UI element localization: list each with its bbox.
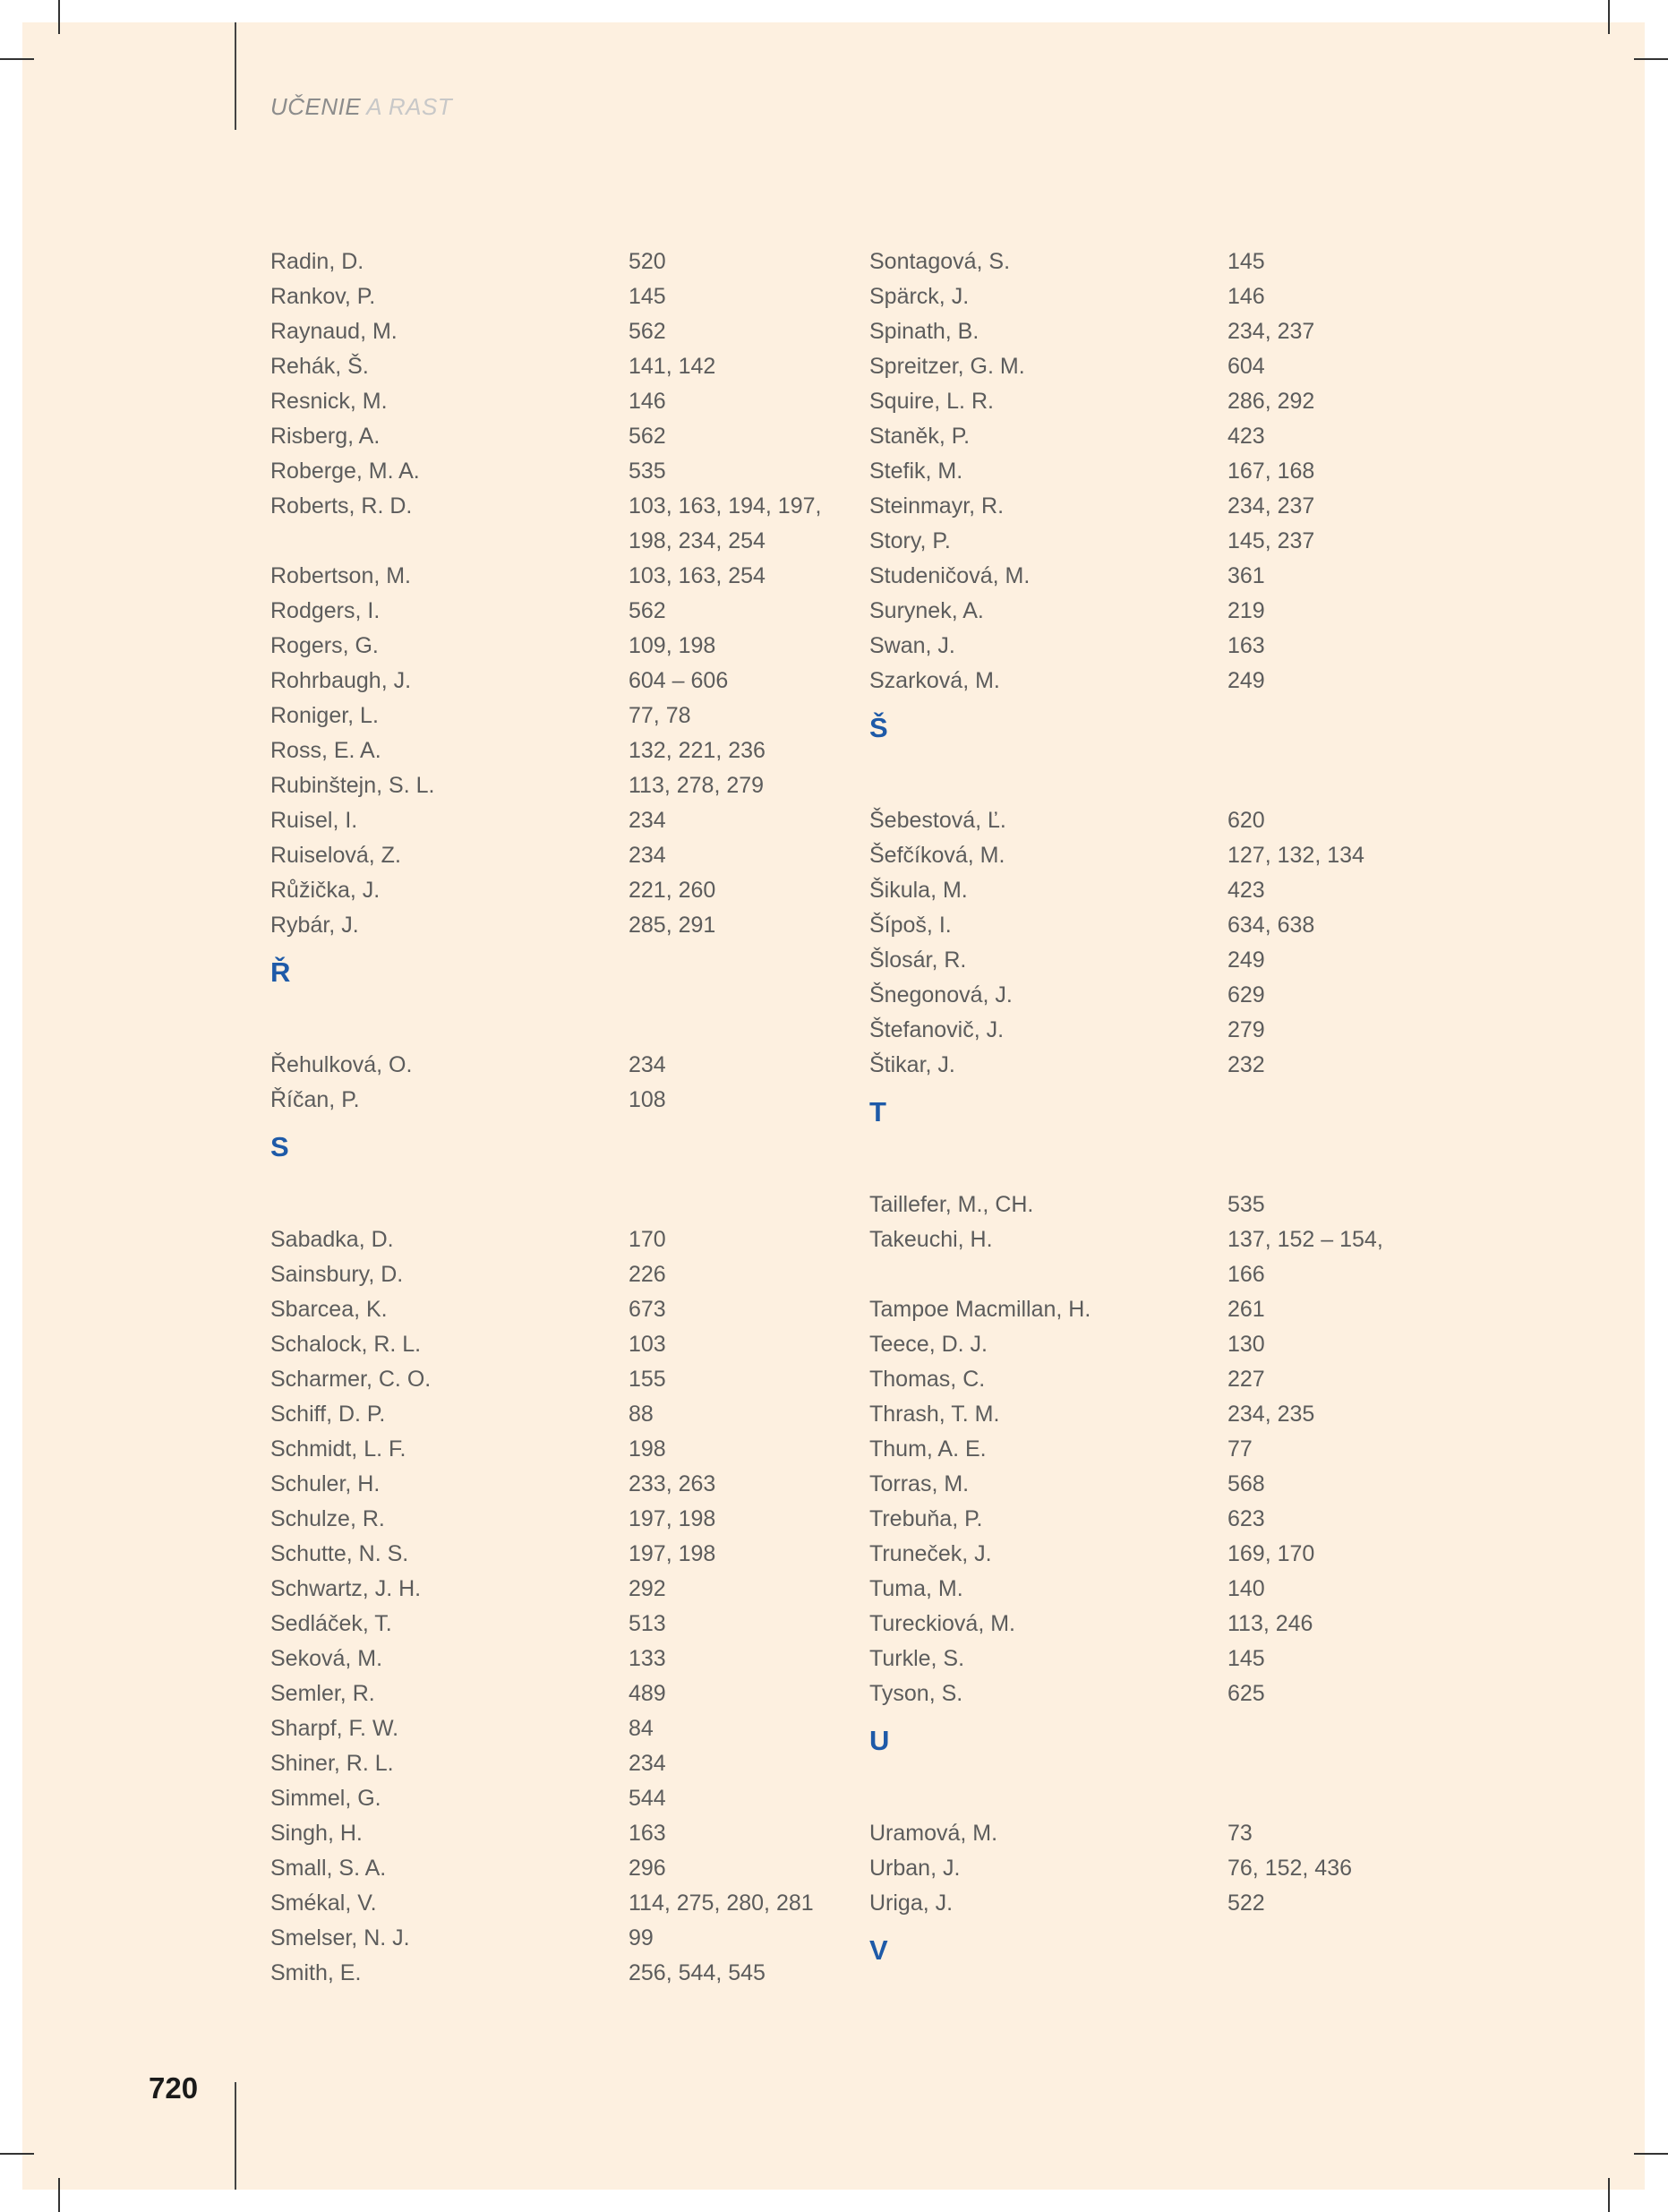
index-entry: [869, 1816, 1424, 1851]
entry-name: Takeuchi, H.: [869, 1227, 993, 1252]
entry-pages: 568: [1227, 1471, 1265, 1496]
entry-name: Rodgers, I.: [270, 598, 381, 623]
entry-pages: 520: [629, 249, 666, 274]
entry-name: Řehulková, O.: [270, 1052, 413, 1077]
crop-mark: [58, 2178, 60, 2212]
entry-name: Roniger, L.: [270, 703, 379, 728]
entry-pages: 84: [629, 1716, 654, 1741]
entry-name: Ruisel, I.: [270, 808, 358, 833]
index-entry: [869, 1292, 1424, 1327]
index-entry: [270, 1222, 825, 1257]
index-entry: [270, 1816, 825, 1851]
entry-name: Schulze, R.: [270, 1506, 385, 1531]
entry-name: Rehák, Š.: [270, 354, 369, 379]
index-entry: [869, 279, 1424, 314]
index-entry: [869, 1048, 1424, 1083]
index-entry: [270, 489, 825, 524]
crop-mark: [0, 2153, 34, 2155]
entry-pages: 535: [1227, 1192, 1265, 1217]
entry-name: Šebestová, Ľ.: [869, 808, 1006, 833]
entry-name: Steinmayr, R.: [869, 493, 1005, 519]
entry-name: Schalock, R. L.: [270, 1332, 422, 1357]
entry-name: Semler, R.: [270, 1681, 375, 1706]
entry-name: Robertson, M.: [270, 563, 412, 588]
index-entry: [869, 1362, 1424, 1397]
index-entry: [270, 419, 825, 454]
entry-pages: 234, 237: [1227, 319, 1315, 344]
index-entry: [270, 1676, 825, 1711]
entry-name: Thum, A. E.: [869, 1436, 987, 1462]
index-entry: [270, 733, 825, 768]
entry-name: Squire, L. R.: [869, 389, 994, 414]
entry-pages: 145: [1227, 249, 1265, 274]
entry-name: Tureckiová, M.: [869, 1611, 1016, 1636]
entry-pages: 145: [629, 284, 666, 309]
entry-pages: 77, 78: [629, 703, 691, 728]
entry-pages: 625: [1227, 1681, 1265, 1706]
crop-mark: [1634, 58, 1668, 60]
index-entry: [270, 699, 825, 733]
index-entry: [869, 1537, 1424, 1572]
entry-name: Staněk, P.: [869, 424, 971, 449]
entry-name: Šefčíková, M.: [869, 843, 1005, 868]
entry-pages: 226: [629, 1262, 666, 1287]
crop-mark: [1634, 2153, 1668, 2155]
index-column-right: [869, 244, 1424, 2026]
entry-pages: 544: [629, 1786, 666, 1811]
entry-name: Sainsbury, D.: [270, 1262, 404, 1287]
entry-name: Ross, E. A.: [270, 738, 381, 763]
index-entry: [270, 1502, 825, 1537]
index-entry: [270, 1607, 825, 1642]
entry-name: Taillefer, M., CH.: [869, 1192, 1034, 1217]
entry-pages: 198: [629, 1436, 666, 1462]
entry-pages: 292: [629, 1576, 666, 1601]
index-entry: [270, 1257, 825, 1292]
entry-pages: 108: [629, 1087, 666, 1112]
index-entry: [270, 1781, 825, 1816]
entry-pages: 197, 198: [629, 1541, 716, 1566]
entry-pages: 132, 221, 236: [629, 738, 766, 763]
header-rule: [235, 22, 236, 130]
entry-name: Štefanovič, J.: [869, 1017, 1005, 1042]
entry-pages: 535: [629, 459, 666, 484]
crop-mark: [1608, 0, 1610, 34]
entry-name: Thrash, T. M.: [869, 1402, 1000, 1427]
entry-pages: 604 – 606: [629, 668, 729, 693]
entry-pages: 249: [1227, 668, 1265, 693]
entry-pages: 604: [1227, 354, 1265, 379]
entry-name: Rohrbaugh, J.: [270, 668, 412, 693]
index-entry: [869, 1502, 1424, 1537]
entry-name: Roberge, M. A.: [270, 459, 420, 484]
index-entry: [869, 1572, 1424, 1607]
entry-pages: 99: [629, 1925, 654, 1951]
index-letter-heading: V: [869, 1934, 888, 1966]
index-entry: [270, 1746, 825, 1781]
entry-pages: 261: [1227, 1297, 1265, 1322]
index-entry: [270, 1921, 825, 1956]
entry-name: Ruiselová, Z.: [270, 843, 401, 868]
entry-name: Raynaud, M.: [270, 319, 398, 344]
entry-name: Turkle, S.: [869, 1646, 965, 1671]
entry-pages: 234: [629, 1052, 666, 1077]
entry-name: Rankov, P.: [270, 284, 376, 309]
index-entry: [270, 1048, 825, 1083]
entry-name: Shiner, R. L.: [270, 1751, 394, 1776]
entry-name: Tyson, S.: [869, 1681, 963, 1706]
index-entry: [869, 1187, 1424, 1222]
index-entry: [869, 1676, 1424, 1711]
entry-pages: 127, 132, 134: [1227, 843, 1364, 868]
entry-name: Sbarcea, K.: [270, 1297, 388, 1322]
index-letter-heading: Š: [869, 712, 888, 743]
index-entry: [869, 1886, 1424, 1921]
entry-pages: 234, 235: [1227, 1402, 1315, 1427]
entry-pages: 234: [629, 1751, 666, 1776]
entry-pages: 169, 170: [1227, 1541, 1315, 1566]
index-entry: [869, 559, 1424, 594]
index-entry: [270, 1292, 825, 1327]
entry-pages: 146: [1227, 284, 1265, 309]
entry-pages: 513: [629, 1611, 666, 1636]
index-entry: [869, 314, 1424, 349]
entry-name: Rybár, J.: [270, 913, 359, 938]
entry-name: Sabadka, D.: [270, 1227, 394, 1252]
entry-pages: 103, 163, 194, 197,: [629, 493, 822, 519]
page-number: 720: [149, 2071, 199, 2105]
entry-pages: 73: [1227, 1821, 1253, 1846]
entry-name: Tuma, M.: [869, 1576, 963, 1601]
entry-name: Spärck, J.: [869, 284, 970, 309]
entry-pages: 522: [1227, 1890, 1265, 1916]
index-entry: [869, 524, 1424, 559]
index-entry: [869, 629, 1424, 664]
entry-name: Studeničová, M.: [869, 563, 1031, 588]
entry-name: Růžička, J.: [270, 878, 381, 903]
index-entry: [869, 489, 1424, 524]
entry-pages: 620: [1227, 808, 1265, 833]
index-letter-heading: U: [869, 1725, 890, 1756]
entry-name: Uriga, J.: [869, 1890, 954, 1916]
index-entry: [869, 1432, 1424, 1467]
entry-name: Sontagová, S.: [869, 249, 1011, 274]
entry-name: Thomas, C.: [869, 1367, 986, 1392]
entry-pages: 113, 246: [1227, 1611, 1313, 1636]
index-entry: [869, 1467, 1424, 1502]
entry-pages: 219: [1227, 598, 1265, 623]
entry-pages: 77: [1227, 1436, 1253, 1462]
index-entry: [270, 629, 825, 664]
index-letter-heading: S: [270, 1131, 289, 1162]
index-entry: [270, 664, 825, 699]
entry-name: Trebuňa, P.: [869, 1506, 983, 1531]
entry-pages: 163: [1227, 633, 1265, 658]
entry-name: Simmel, G.: [270, 1786, 381, 1811]
index-entry: [270, 1432, 825, 1467]
running-head: [270, 93, 452, 121]
entry-name: Urban, J.: [869, 1856, 961, 1881]
entry-pages: 249: [1227, 947, 1265, 973]
index-entry: [270, 1851, 825, 1886]
index-entry: [270, 279, 825, 314]
index-entry: [270, 1327, 825, 1362]
entry-pages: 155: [629, 1367, 666, 1392]
entry-name: Stefik, M.: [869, 459, 963, 484]
index-entry: [869, 349, 1424, 384]
index-entry: [270, 803, 825, 838]
entry-name: Šikula, M.: [869, 878, 968, 903]
entry-name: Teece, D. J.: [869, 1332, 988, 1357]
entry-pages: 145, 237: [1227, 528, 1315, 553]
entry-name: Swan, J.: [869, 633, 955, 658]
entry-name: Szarková, M.: [869, 668, 1000, 693]
entry-pages: 114, 275, 280, 281: [629, 1890, 814, 1916]
entry-pages: 170: [629, 1227, 666, 1252]
entry-name: Šípoš, I.: [869, 913, 952, 938]
running-head-title: UČENIE: [270, 93, 362, 120]
index-entry: [869, 978, 1424, 1013]
index-entry: [869, 594, 1424, 629]
index-entry: [869, 1327, 1424, 1362]
entry-name: Small, S. A.: [270, 1856, 387, 1881]
entry-pages: 76, 152, 436: [1227, 1856, 1353, 1881]
entry-name: Truneček, J.: [869, 1541, 992, 1566]
entry-pages: 234: [629, 843, 666, 868]
index-entry: [869, 908, 1424, 943]
index-entry: [270, 559, 825, 594]
index-entry: [869, 454, 1424, 489]
index-entry: [869, 244, 1424, 279]
entry-pages: 234: [629, 808, 666, 833]
index-entry: [270, 384, 825, 419]
entry-pages: 489: [629, 1681, 666, 1706]
entry-name: Sharpf, F. W.: [270, 1716, 399, 1741]
index-entry: [869, 419, 1424, 454]
entry-pages: 634, 638: [1227, 913, 1315, 938]
index-column-left: [270, 244, 825, 1991]
entry-name: Šlosár, R.: [869, 947, 967, 973]
entry-name: Rubinštejn, S. L.: [270, 773, 435, 798]
entry-pages: 167, 168: [1227, 459, 1315, 484]
entry-pages: 145: [1227, 1646, 1265, 1671]
entry-name: Sedláček, T.: [270, 1611, 392, 1636]
entry-pages: 141, 142: [629, 354, 716, 379]
entry-name: Seková, M.: [270, 1646, 383, 1671]
entry-name: Resnick, M.: [270, 389, 388, 414]
index-entry: [270, 1956, 825, 1991]
index-entry: [869, 1851, 1424, 1886]
entry-pages: 232: [1227, 1052, 1265, 1077]
entry-name: Říčan, P.: [270, 1087, 360, 1112]
index-entry: [270, 1572, 825, 1607]
entry-name: Smelser, N. J.: [270, 1925, 410, 1951]
entry-name: Surynek, A.: [869, 598, 984, 623]
entry-name: Risberg, A.: [270, 424, 381, 449]
index-entry: [270, 454, 825, 489]
index-entry: [869, 873, 1424, 908]
entry-name: Smith, E.: [270, 1960, 362, 1985]
entry-name: Roberts, R. D.: [270, 493, 413, 519]
entry-name: Schuler, H.: [270, 1471, 381, 1496]
index-entry: [270, 244, 825, 279]
entry-pages: 296: [629, 1856, 666, 1881]
entry-name: Tampoe Macmillan, H.: [869, 1297, 1091, 1322]
crop-mark: [58, 0, 60, 34]
entry-name: Radin, D.: [270, 249, 364, 274]
index-entry: [869, 838, 1424, 873]
index-entry: [270, 594, 825, 629]
entry-pages: 163: [629, 1821, 666, 1846]
entry-name: Schwartz, J. H.: [270, 1576, 422, 1601]
entry-name: Štikar, J.: [869, 1052, 955, 1077]
index-entry: [270, 1537, 825, 1572]
index-entry: [869, 803, 1424, 838]
entry-pages: 361: [1227, 563, 1265, 588]
index-entry: [869, 1013, 1424, 1048]
index-entry: [869, 1397, 1424, 1432]
index-entry: [270, 349, 825, 384]
entry-pages: 423: [1227, 424, 1265, 449]
entry-pages: 137, 152 – 154, 166: [1227, 1227, 1383, 1287]
entry-pages: 279: [1227, 1017, 1265, 1042]
entry-name: Schutte, N. S.: [270, 1541, 409, 1566]
index-entry: [869, 943, 1424, 978]
index-entry: [270, 1642, 825, 1676]
footer-rule: [235, 2082, 236, 2190]
index-letter-heading: T: [869, 1096, 886, 1127]
index-entry: [869, 1642, 1424, 1676]
entry-pages: 227: [1227, 1367, 1265, 1392]
entry-pages: 562: [629, 598, 666, 623]
entry-pages: 256, 544, 545: [629, 1960, 766, 1985]
index-entry: [270, 1886, 825, 1921]
entry-name: Scharmer, C. O.: [270, 1367, 432, 1392]
entry-name: Torras, M.: [869, 1471, 970, 1496]
entry-pages: 623: [1227, 1506, 1265, 1531]
index-entry: [869, 384, 1424, 419]
entry-name: Schmidt, L. F.: [270, 1436, 406, 1462]
entry-pages: 233, 263: [629, 1471, 716, 1496]
entry-pages: 221, 260: [629, 878, 716, 903]
entry-pages: 88: [629, 1402, 654, 1427]
entry-pages: 103: [629, 1332, 666, 1357]
entry-pages: 103, 163, 254: [629, 563, 766, 588]
entry-name: Šnegonová, J.: [869, 982, 1013, 1007]
entry-pages: 140: [1227, 1576, 1265, 1601]
entry-pages: 146: [629, 389, 666, 414]
entry-name: Smékal, V.: [270, 1890, 377, 1916]
index-entry: [270, 873, 825, 908]
entry-name: [270, 524, 629, 559]
index-entry: [270, 1467, 825, 1502]
entry-pages: 197, 198: [629, 1506, 716, 1531]
crop-mark: [1608, 2178, 1610, 2212]
entry-name: Uramová, M.: [869, 1821, 998, 1846]
index-entry: [869, 664, 1424, 699]
index-entry: [869, 1222, 1424, 1292]
index-entry: [270, 524, 825, 559]
index-entry: [869, 1607, 1424, 1642]
entry-pages: 130: [1227, 1332, 1265, 1357]
entry-pages: 133: [629, 1646, 666, 1671]
crop-mark: [0, 58, 34, 60]
entry-pages: 423: [1227, 878, 1265, 903]
entry-name: Spinath, B.: [869, 319, 979, 344]
entry-name: Singh, H.: [270, 1821, 363, 1846]
index-entry: [270, 314, 825, 349]
running-head-subtitle: A RAST: [366, 93, 453, 120]
entry-pages: 673: [629, 1297, 666, 1322]
entry-name: Schiff, D. P.: [270, 1402, 386, 1427]
index-entry: [270, 908, 825, 943]
index-letter-heading: Ř: [270, 956, 291, 988]
entry-pages: 562: [629, 319, 666, 344]
entry-pages: 629: [1227, 982, 1265, 1007]
index-entry: [270, 1397, 825, 1432]
entry-pages: 234, 237: [1227, 493, 1315, 519]
index-entry: [270, 768, 825, 803]
entry-pages: 562: [629, 424, 666, 449]
entry-pages: 109, 198: [629, 633, 716, 658]
entry-name: Rogers, G.: [270, 633, 379, 658]
entry-pages: 113, 278, 279: [629, 773, 765, 798]
index-entry: [270, 1711, 825, 1746]
index-entry: [270, 1362, 825, 1397]
entry-name: Story, P.: [869, 528, 951, 553]
index-entry: [270, 1083, 825, 1118]
entry-pages: 198, 234, 254: [629, 528, 766, 553]
entry-name: Spreitzer, G. M.: [869, 354, 1025, 379]
index-entry: [270, 838, 825, 873]
entry-pages: 286, 292: [1227, 389, 1315, 414]
entry-pages: 285, 291: [629, 913, 716, 938]
